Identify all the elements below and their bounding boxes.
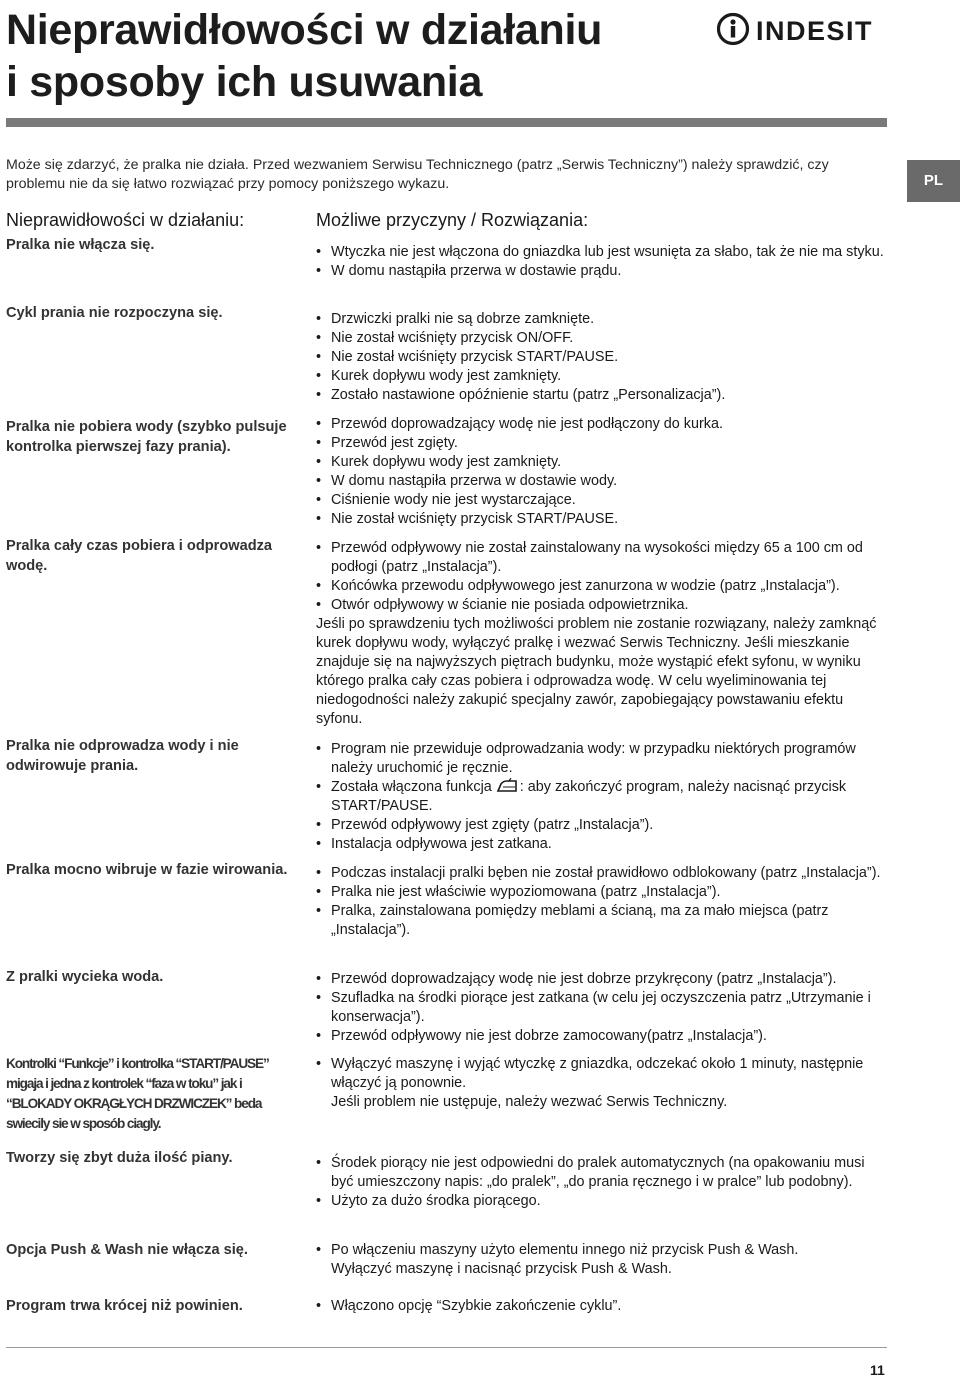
problem-strong-vibration: Pralka mocno wibruje w fazie wirowania. — [6, 862, 288, 878]
causes-list — [316, 1241, 886, 1279]
cause-item: • Otwór odpływowy w ścianie nie posiada odpowietrznika. — [316, 596, 886, 615]
problem-no-drain-spin: Pralka nie odprowadza wody i nie odwirowuje prania. — [6, 738, 239, 774]
problem-constant-fill-drain: Pralka cały czas pobiera i odprowadza wodę. — [6, 538, 273, 574]
causes-column-heading: Możliwe przyczyny / Rozwiązania: — [316, 210, 589, 230]
cause-item: • Kurek dopływu wody jest zamknięty. — [316, 367, 886, 386]
cause-item: • Środek piorący nie jest odpowiedni do pralek automatycznych (na opakowaniu musi być umieszczony napis: „do pralek”, „do prania ręcznego i w pralce” lub podobny). — [316, 1154, 886, 1192]
cause-note: Jeśli problem nie ustępuje, należy wezwać Serwis Techniczny. — [331, 1094, 728, 1110]
causes-list — [316, 415, 886, 529]
cause-note: Wyłączyć maszynę i nacisnąć przycisk Push & Wash. — [331, 1261, 672, 1277]
svg-text:INDESIT: INDESIT — [756, 16, 874, 46]
problems-column-heading: Nieprawidłowości w działaniu: — [6, 210, 245, 230]
cause-item: • Przewód odpływowy jest zgięty (patrz „Instalacja”). — [316, 816, 886, 835]
problem-water-leak: Z pralki wycieka woda. — [6, 969, 164, 985]
cause-item: • Końcówka przewodu odpływowego jest zanurzona w wodzie (patrz „Instalacja”). — [316, 577, 886, 596]
cause-item: • Przewód jest zgięty. — [316, 434, 886, 453]
cause-item: • Nie został wciśnięty przycisk START/PAUSE. — [316, 348, 886, 367]
causes-list — [316, 539, 886, 729]
causes-list — [316, 740, 886, 854]
problem-cycle-not-starting: Cykl prania nie rozpoczyna się. — [6, 305, 223, 321]
cause-item: • Przewód odpływowy nie został zainstalowany na wysokości między 65 a 100 cm od podłogi (patrz „Instalacja”). — [316, 539, 886, 577]
problem-too-much-foam: Tworzy się zbyt duża ilość piany. — [6, 1150, 233, 1166]
cause-item: • Po włączeniu maszyny użyto elementu innego niż przycisk Push & Wash. — [316, 1241, 886, 1260]
cause-item: • Nie został wciśnięty przycisk START/PAUSE. — [316, 510, 886, 529]
causes-list — [316, 1297, 886, 1316]
cause-item-function — [316, 778, 886, 816]
cause-note: Jeśli po sprawdzeniu tych możliwości problem nie zostanie rozwiązany, należy zamknąć kurek dopływu wody, wyłączyć pralkę i wezwać Serwis Techniczny. Jeśli mieszkanie znajduje się na najwyższych piętrach budynku, może wystąpić efekt syfonu, w wyniku którego pralka cały czas pobiera i odprowadza wodę. W celu wyeliminowania tej niedogodności należy zakupić specjalny zawór, zapobiegający powstawaniu efektu syfonu. — [316, 616, 877, 727]
intro-text: Może się zdarzyć, że pralka nie działa. Przed wezwaniem Serwisu Technicznego (patrz „Serwis Techniczny”) należy sprawdzić, czy problemu nie da się łatwo rozwiązać przy pomocy poniższego wykazu. — [6, 157, 829, 192]
cause-item: • Pralka nie jest właściwie wypoziomowana (patrz „Instalacja”). — [316, 883, 886, 902]
footer-rule — [6, 1347, 887, 1348]
problem-not-starting: Pralka nie włącza się. — [6, 237, 155, 253]
cause-item: • Szufladka na środki piorące jest zatkana (w celu jej oczyszczenia patrz „Utrzymanie i konserwacja”). — [316, 989, 886, 1027]
title-line-2: i sposoby ich usuwania — [6, 58, 483, 106]
cause-item: • Kurek dopływu wody jest zamknięty. — [316, 453, 886, 472]
causes-list — [316, 864, 886, 940]
language-tab: PL — [907, 160, 960, 202]
cause-item: • Drzwiczki pralki nie są dobrze zamknięte. — [316, 310, 886, 329]
cause-item: • Nie został wciśnięty przycisk ON/OFF. — [316, 329, 886, 348]
cause-item: • Wyłączyć maszynę i wyjąć wtyczkę z gniazdka, odczekać około 1 minuty, następnie włączyć ją ponownie. — [316, 1055, 886, 1093]
problem-push-wash: Opcja Push & Wash nie włącza się. — [6, 1242, 248, 1258]
causes-list — [316, 1055, 886, 1112]
page-number: 11 — [870, 1362, 885, 1378]
cause-item: • Wtyczka nie jest włączona do gniazdka lub jest wsunięta za słabo, tak że nie ma styku. — [316, 243, 886, 262]
cause-item: • Przewód doprowadzający wodę nie jest podłączony do kurka. — [316, 415, 886, 434]
cause-item: • Podczas instalacji pralki bęben nie został prawidłowo odblokowany (patrz „Instalacja”). — [316, 864, 886, 883]
causes-list — [316, 243, 886, 281]
problem-program-too-short: Program trwa krócej niż powinien. — [6, 1298, 243, 1314]
cause-item: • Ciśnienie wody nie jest wystarczające. — [316, 491, 886, 510]
title-line-1: Nieprawidłowości w działaniu — [6, 6, 603, 54]
problem-blinking-lights: Kontrolki “Funkcje” i kontrolka “START/PAUSE” migaja i jedna z kontrolek “faza w toku” jak i “BLOKADY OKRĄGŁYCH DRZWICZEK” beda swiecily sie w sposób ciagly. — [6, 1056, 269, 1131]
causes-list — [316, 1154, 886, 1211]
brand-logo — [716, 12, 891, 46]
cause-item: • W domu nastąpiła przerwa w dostawie wody. — [316, 472, 886, 491]
function-tail: : aby zakończyć program, należy nacisnąć przycisk START/PAUSE. — [331, 779, 847, 814]
cause-item: • Włączono opcję “Szybkie zakończenie cyklu”. — [316, 1297, 886, 1316]
cause-item: • Użyto za dużo środka piorącego. — [316, 1192, 886, 1211]
cause-item: • W domu nastąpiła przerwa w dostawie prądu. — [316, 262, 886, 281]
page-title — [6, 4, 602, 108]
problem-no-water-intake: Pralka nie pobiera wody (szybko pulsuje kontrolka pierwszej fazy prania). — [6, 419, 287, 455]
cause-item: • Pralka, zainstalowana pomiędzy meblami a ścianą, ma za mało miejsca (patrz „Instalacja”). — [316, 902, 886, 940]
cause-item: • Przewód odpływowy nie jest dobrze zamocowany(patrz „Instalacja”). — [316, 1027, 886, 1046]
function-label: Została włączona funkcja — [331, 779, 492, 795]
cause-item: • Przewód doprowadzający wodę nie jest dobrze przykręcony (patrz „Instalacja”). — [316, 970, 886, 989]
cause-item: • Instalacja odpływowa jest zatkana. — [316, 835, 886, 854]
iron-function-icon — [496, 779, 520, 795]
causes-list — [316, 970, 886, 1046]
cause-item: • Program nie przewiduje odprowadzania wody: w przypadku niektórych programów należy uruchomić je ręcznie. — [316, 740, 886, 778]
header-rule — [6, 118, 887, 127]
indesit-logo-icon — [716, 12, 891, 46]
causes-list — [316, 310, 886, 405]
cause-item: • Zostało nastawione opóźnienie startu (patrz „Personalizacja”). — [316, 386, 886, 405]
